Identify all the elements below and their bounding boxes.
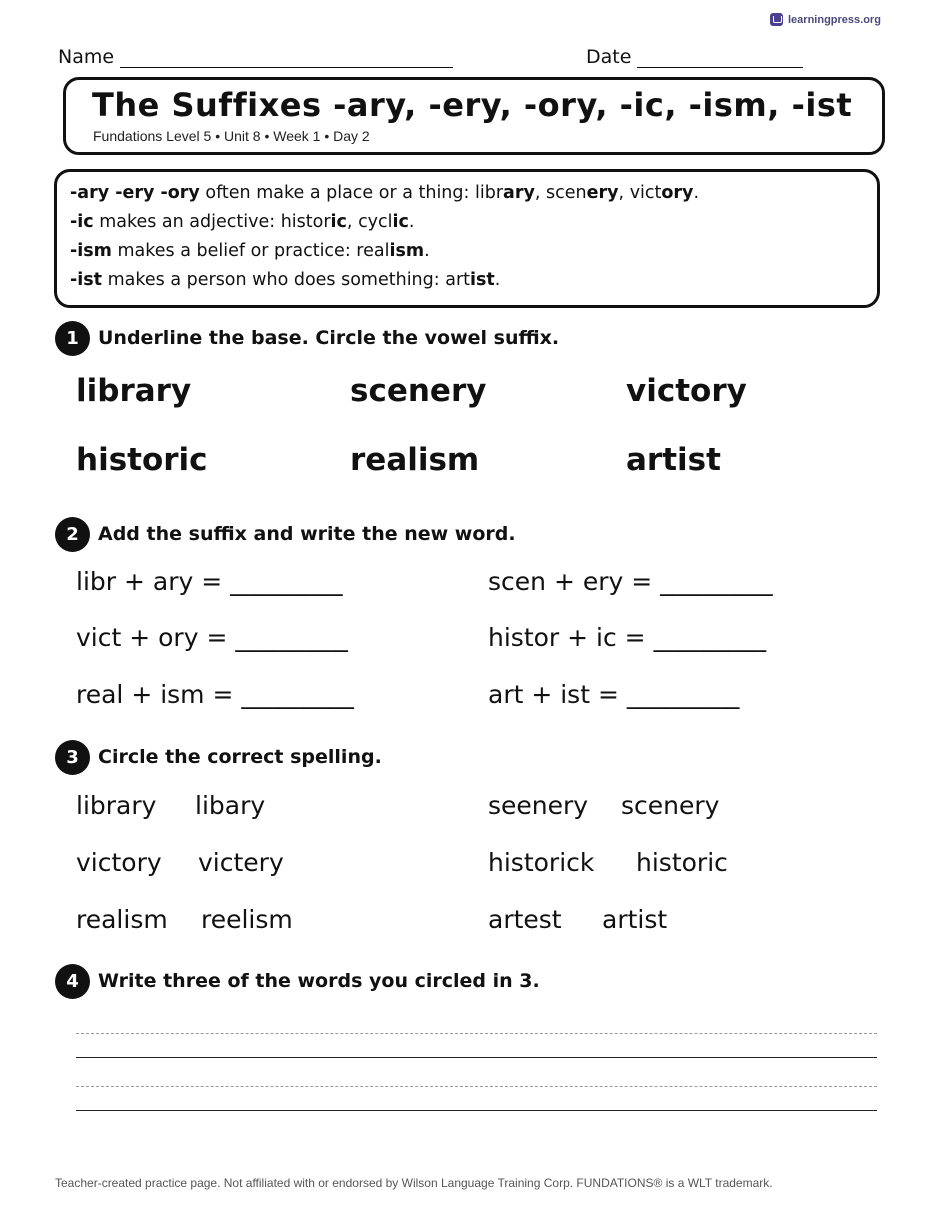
writing-guide-dashed <box>76 1086 877 1087</box>
name-field[interactable] <box>58 46 453 68</box>
section-1-number: 1 <box>55 321 90 356</box>
spelling-option[interactable]: scenery <box>621 791 720 820</box>
spelling-option[interactable]: victory <box>76 848 162 877</box>
rule-line-3: -ism makes a belief or practice: realism. <box>70 241 430 261</box>
word-victory[interactable]: victory <box>626 373 747 409</box>
spelling-option[interactable]: libary <box>195 791 266 820</box>
spelling-option[interactable]: historick <box>488 848 595 877</box>
section-2-instruction: Add the suffix and write the new word. <box>98 523 516 545</box>
spelling-option[interactable]: seenery <box>488 791 589 820</box>
date-line[interactable] <box>637 51 803 68</box>
name-label: Name <box>58 46 115 68</box>
date-label: Date <box>586 46 632 68</box>
writing-guide-dashed <box>76 1033 877 1034</box>
word-library[interactable]: library <box>76 373 192 409</box>
writing-line[interactable] <box>76 1057 877 1058</box>
spelling-option[interactable]: artest <box>488 905 562 934</box>
page-subtitle: Fundations Level 5 • Unit 8 • Week 1 • Day 2 <box>93 128 370 144</box>
equation-real-ism[interactable]: real + ism = _________ <box>76 680 354 709</box>
brand-text: learningpress.org <box>788 13 881 26</box>
word-scenery[interactable]: scenery <box>350 373 487 409</box>
rule-line-4: -ist makes a person who does something: artist. <box>70 270 501 290</box>
section-3-number: 3 <box>55 740 90 775</box>
word-realism[interactable]: realism <box>350 442 480 478</box>
writing-line[interactable] <box>76 1110 877 1111</box>
equation-libr-ary[interactable]: libr + ary = _________ <box>76 567 343 596</box>
name-line[interactable] <box>120 51 453 68</box>
spelling-option[interactable]: victery <box>198 848 284 877</box>
equation-histor-ic[interactable]: histor + ic = _________ <box>488 623 767 652</box>
word-historic[interactable]: historic <box>76 442 208 478</box>
section-4-number: 4 <box>55 964 90 999</box>
section-1-instruction: Underline the base. Circle the vowel suffix. <box>98 327 560 349</box>
equation-scen-ery[interactable]: scen + ery = _________ <box>488 567 773 596</box>
rule-line-2: -ic makes an adjective: historic, cyclic. <box>70 212 415 232</box>
spelling-option[interactable]: realism <box>76 905 168 934</box>
page-title: The Suffixes -ary, -ery, -ory, -ic, -ism, -ist <box>92 86 853 124</box>
spelling-option[interactable]: reelism <box>201 905 293 934</box>
book-icon <box>770 13 783 26</box>
spelling-option[interactable]: library <box>76 791 157 820</box>
brand-logo[interactable] <box>770 13 881 26</box>
section-3-instruction: Circle the correct spelling. <box>98 746 382 768</box>
equation-vict-ory[interactable]: vict + ory = _________ <box>76 623 348 652</box>
footer-disclaimer: Teacher-created practice page. Not affiliated with or endorsed by Wilson Language Training Corp. FUNDATIONS® is a WLT trademark. <box>55 1176 773 1190</box>
equation-art-ist[interactable]: art + ist = _________ <box>488 680 740 709</box>
date-field[interactable] <box>586 46 803 68</box>
word-artist[interactable]: artist <box>626 442 721 478</box>
spelling-option[interactable]: artist <box>602 905 668 934</box>
rule-line-1: -ary -ery -ory often make a place or a thing: library, scenery, victory. <box>70 183 700 203</box>
section-2-number: 2 <box>55 517 90 552</box>
section-4-instruction: Write three of the words you circled in 3. <box>98 970 540 992</box>
spelling-option[interactable]: historic <box>636 848 728 877</box>
